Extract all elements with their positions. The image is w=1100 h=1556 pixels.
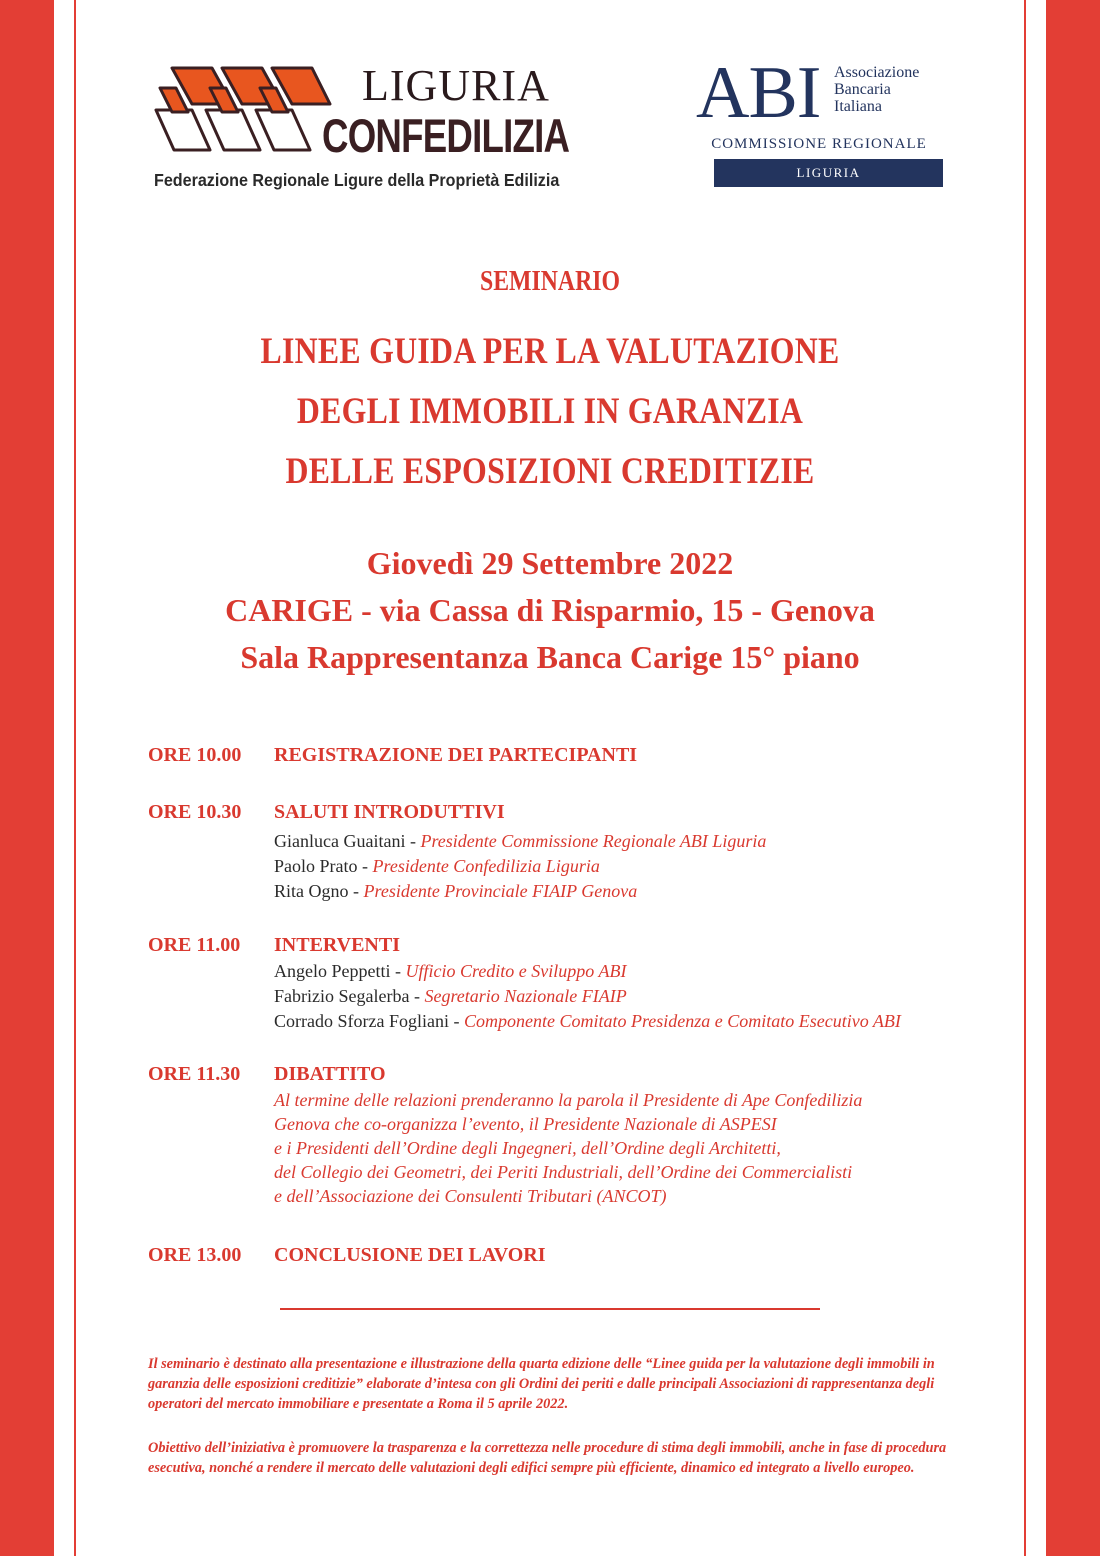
footer-paragraph: Il seminario è destinato alla presentazione e illustrazione della quarta edizione delle “Linee guida per la valutazione degli immobili in garanzia delle esposizioni creditizie” elaborate d’intesa con gli Ordini dei periti e dalle principali Associazioni di rappresentanza degli operatori del mercato immobiliare e presentate a Roma il 5 aprile 2022. xyxy=(148,1356,935,1412)
confedilizia-logo xyxy=(152,60,570,200)
debate-text-line: e i Presidenti dell’Ordine degli Ingegneri, dell’Ordine degli Architetti, xyxy=(274,1138,781,1158)
debate-text-line: Genova che co-organizza l’evento, il Presidente Nazionale di ASPESI xyxy=(274,1114,777,1134)
debate-text-line: e dell’Associazione dei Consulenti Tributari (ANCOT) xyxy=(274,1186,667,1206)
schedule-time: ORE 10.30 xyxy=(148,801,242,823)
event-date: Giovedì 29 Settembre 2022 xyxy=(366,545,734,581)
confedilizia-wordmark: CONFEDILIZIA xyxy=(322,109,570,162)
abi-association-name xyxy=(834,64,919,115)
schedule-time: ORE 10.00 xyxy=(148,744,242,766)
debate-text-line: Al termine delle relazioni prenderanno la parola il Presidente di Ape Confedilizia xyxy=(274,1090,863,1110)
schedule-heading: CONCLUSIONE DEI LAVORI xyxy=(274,1244,546,1266)
confedilizia-emblem-icon xyxy=(152,60,332,160)
speaker-name: Rita Ogno - xyxy=(274,881,364,901)
speaker-role: Componente Comitato Presidenza e Comitato Esecutivo ABI xyxy=(463,1011,901,1031)
debate-text-line: del Collegio dei Geometri, dei Periti Industriali, dell’Ordine dei Commercialisti xyxy=(274,1162,853,1182)
seminar-kicker: SEMINARIO xyxy=(479,265,621,297)
speaker-name: Corrado Sforza Fogliani - xyxy=(274,1011,464,1031)
abi-assoc-line: Associazione xyxy=(834,64,920,81)
speaker-line xyxy=(274,986,627,1007)
schedule-time: ORE 11.30 xyxy=(148,1063,241,1085)
speaker-line xyxy=(274,856,600,877)
abi-commission-label: COMMISSIONE REGIONALE xyxy=(711,136,927,152)
schedule-heading: SALUTI INTRODUTTIVI xyxy=(274,801,505,823)
speaker-role: Segretario Nazionale FIAIP xyxy=(424,986,627,1006)
speaker-line xyxy=(274,961,626,982)
abi-logo xyxy=(694,52,944,188)
schedule-time: ORE 13.00 xyxy=(148,1244,242,1266)
schedule-heading: INTERVENTI xyxy=(274,934,400,956)
speaker-name: Fabrizio Segalerba - xyxy=(274,986,425,1006)
seminar-title-line: LINEE GUIDA PER LA VALUTAZIONE xyxy=(260,331,840,372)
seminar-title-line: DELLE ESPOSIZIONI CREDITIZIE xyxy=(285,451,815,492)
abi-assoc-line: Bancaria xyxy=(834,81,891,98)
right-red-rule xyxy=(1024,0,1026,1556)
right-red-band xyxy=(1046,0,1100,1556)
left-red-band xyxy=(0,0,54,1556)
speaker-line xyxy=(274,881,637,902)
confedilizia-subtitle: Federazione Regionale Ligure della Proprietà Edilizia xyxy=(154,170,560,190)
event-venue: CARIGE - via Cassa di Risparmio, 15 - Genova xyxy=(225,592,875,628)
schedule-heading: DIBATTITO xyxy=(274,1063,386,1085)
left-red-rule xyxy=(74,0,76,1556)
speaker-name: Angelo Peppetti - xyxy=(274,961,406,981)
event-room: Sala Rappresentanza Banca Carige 15° piano xyxy=(240,639,860,675)
abi-wordmark: ABI xyxy=(696,52,821,134)
confedilizia-region: LIGURIA xyxy=(362,61,550,110)
speaker-line xyxy=(274,831,766,852)
schedule-time: ORE 11.00 xyxy=(148,934,241,956)
schedule-heading: REGISTRAZIONE DEI PARTECIPANTI xyxy=(274,744,638,766)
footer-paragraph: Obiettivo dell’iniziativa è promuovere la trasparenza e la correttezza nelle procedure di stima degli immobili, anche in fase di procedura esecutiva, nonché a rendere il mercato delle valutazioni degli edifici sempre più efficiente, dinamico ed integrato a livello europeo. xyxy=(148,1440,947,1476)
speaker-role: Presidente Provinciale FIAIP Genova xyxy=(363,881,638,901)
seminar-title-line: DEGLI IMMOBILI IN GARANZIA xyxy=(296,391,804,432)
abi-region-bar: LIGURIA xyxy=(714,159,943,187)
speaker-role: Ufficio Credito e Sviluppo ABI xyxy=(405,961,627,981)
speaker-name: Paolo Prato - xyxy=(274,856,373,876)
section-divider xyxy=(280,1308,820,1310)
speaker-line xyxy=(274,1011,901,1032)
speaker-name: Gianluca Guaitani - xyxy=(274,831,421,851)
abi-assoc-line: Italiana xyxy=(834,98,882,115)
speaker-role: Presidente Confedilizia Liguria xyxy=(372,856,600,876)
speaker-role: Presidente Commissione Regionale ABI Liguria xyxy=(420,831,767,851)
